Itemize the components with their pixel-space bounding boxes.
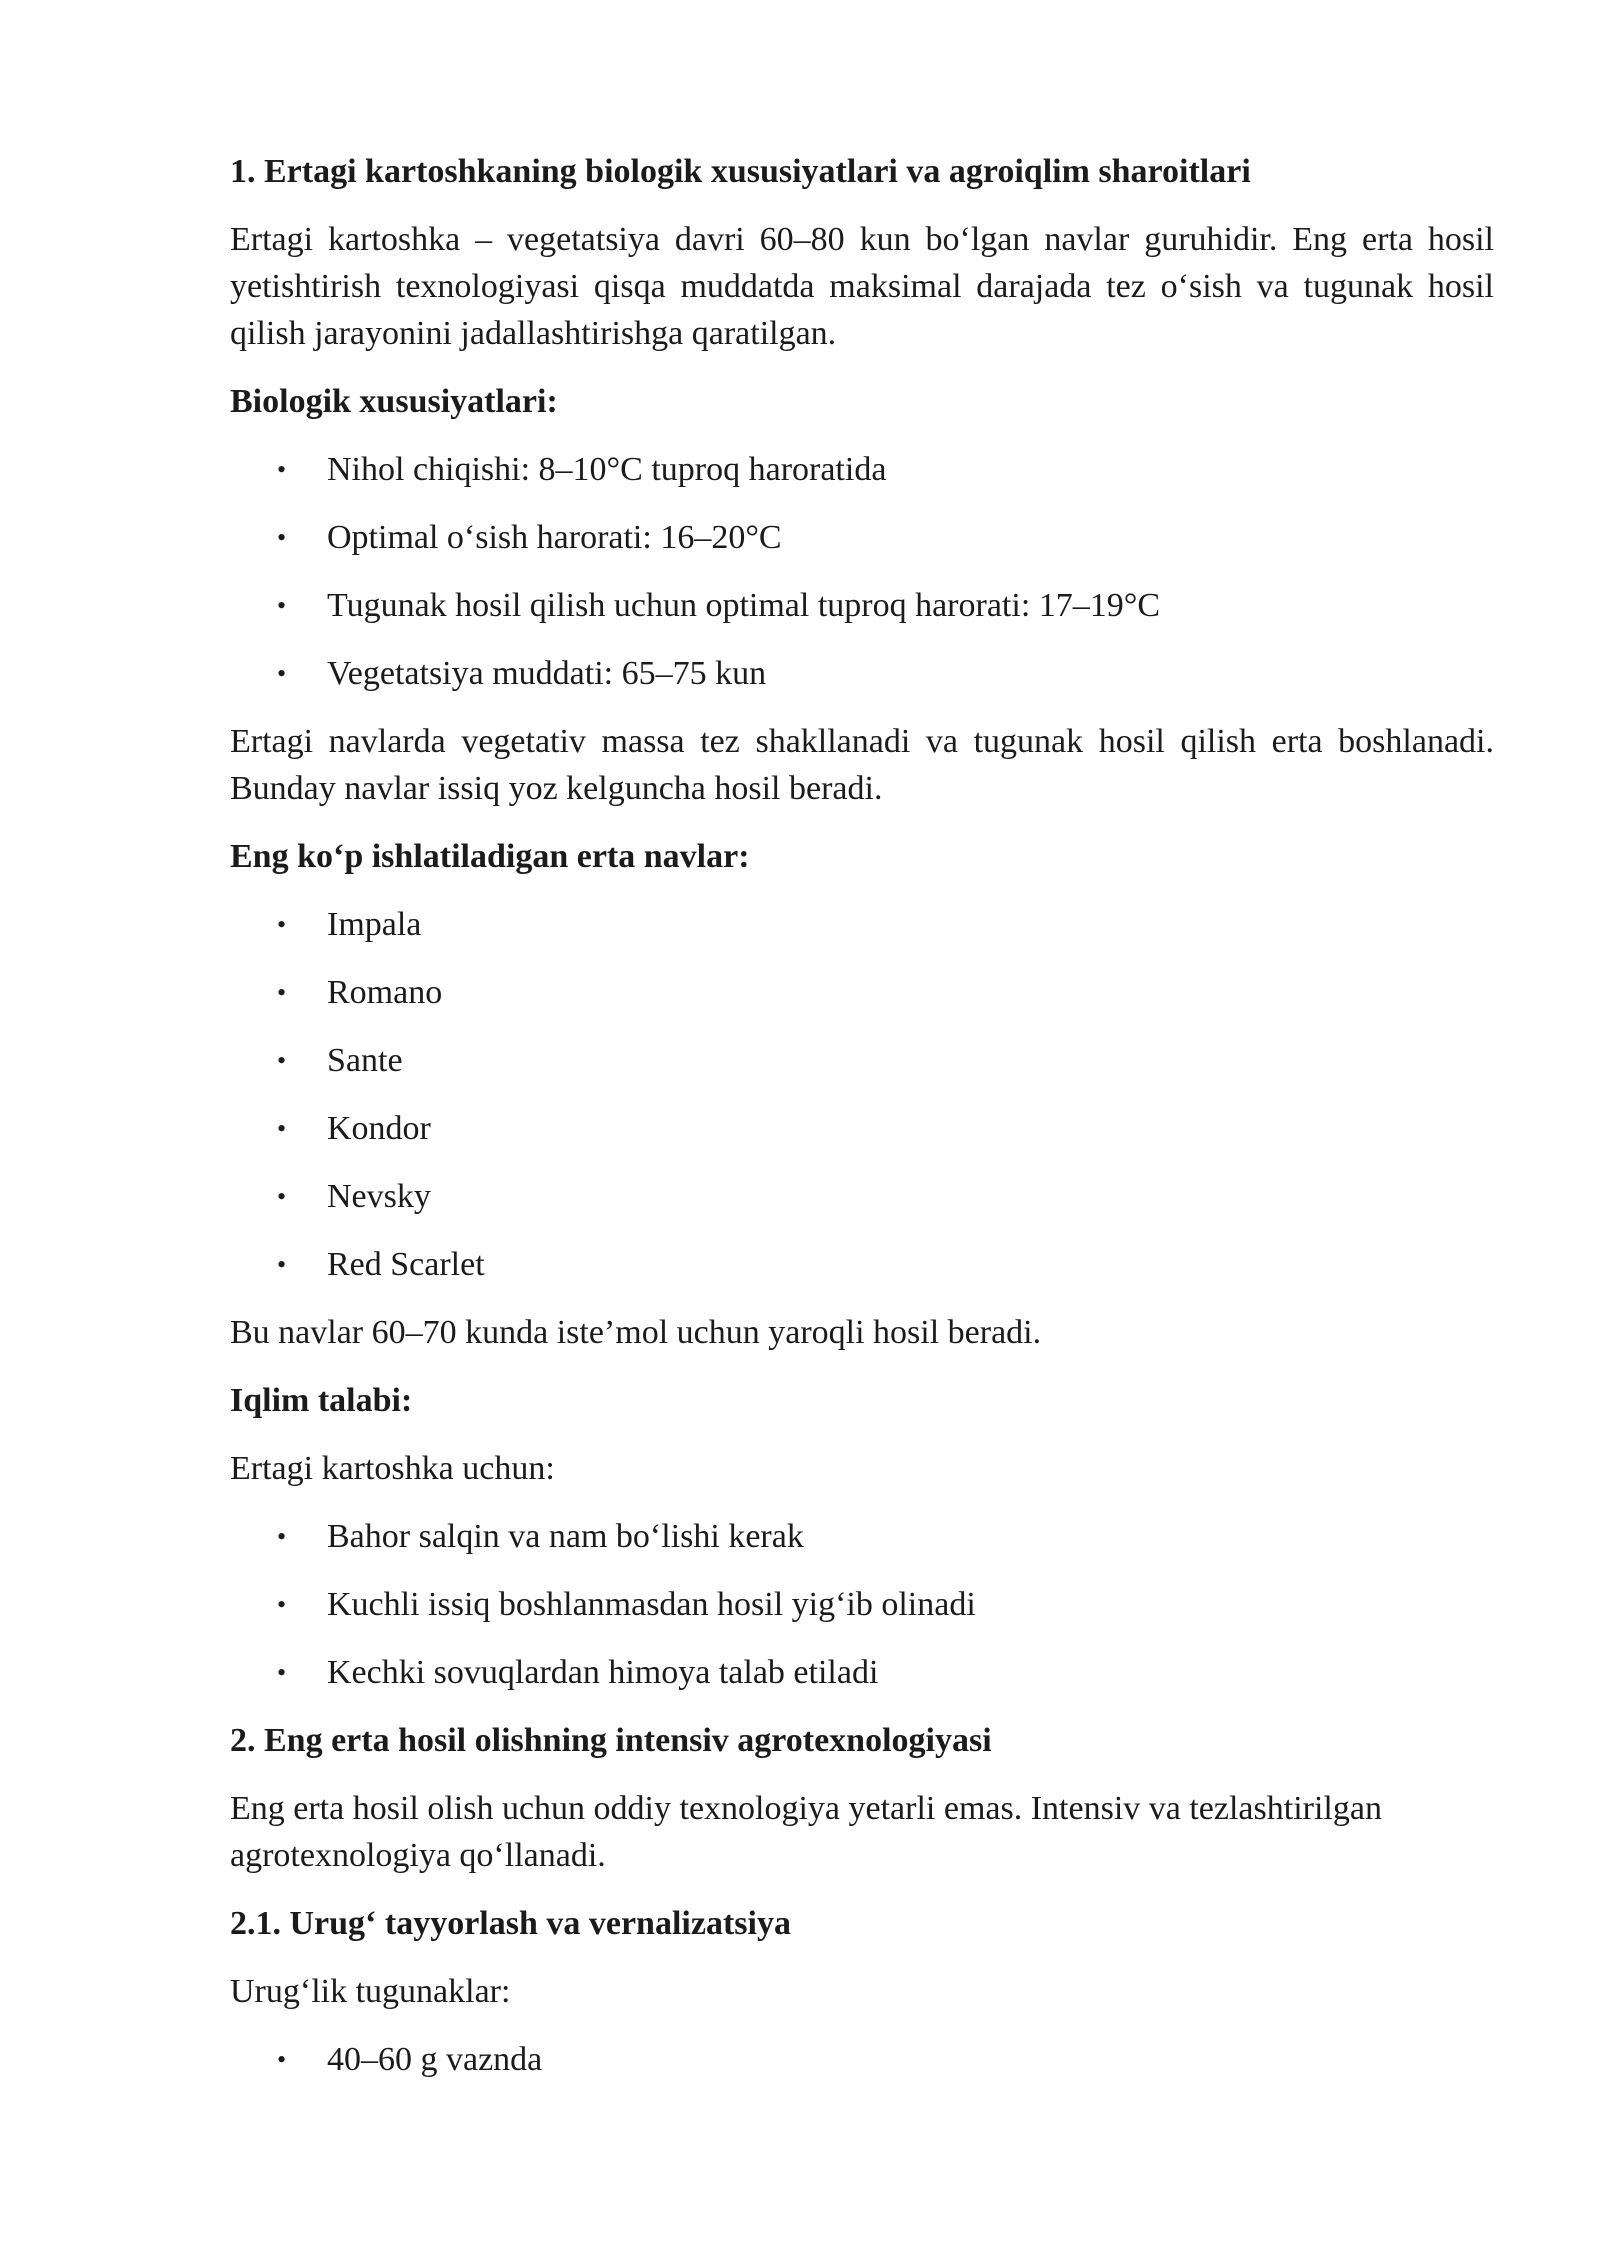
section1-intro: Ertagi kartoshka – vegetatsiya davri 60–80 kun bo‘lgan navlar guruhidir. Eng erta hosil yetishtirish texnologiyasi qisqa muddatda maksimal darajada tez o‘sish va tugunak hosil qilish jarayonini jadallashtirishga qaratilgan. (230, 221, 1494, 352)
section2-intro: Eng erta hosil olish uchun oddiy texnologiya yetarli emas. Intensiv va tezlashtirilgan agrotexnologiya qo‘llanadi. (230, 1790, 1382, 1874)
list-item: • Vegetatsiya muddati: 65–75 kun (230, 650, 1494, 697)
bullet-icon: • (277, 591, 287, 620)
bullet-icon: • (277, 1046, 287, 1075)
bullet-icon: • (277, 910, 287, 939)
bio-heading: Biologik xususiyatlari: (230, 383, 558, 420)
varieties-list (230, 901, 1494, 1288)
list-item: • Nevsky (230, 1173, 1494, 1220)
bullet-icon: • (277, 978, 287, 1007)
subsection-2-1-title: 2.1. Urug‘ tayyorlash va vernalizatsiya (230, 1905, 791, 1942)
climate-heading: Iqlim talabi: (230, 1382, 413, 1419)
bullet-icon: • (277, 659, 287, 688)
bullet-icon: • (277, 2045, 287, 2074)
list-item: • Kuchli issiq boshlanmasdan hosil yig‘ib olinadi (230, 1581, 1494, 1628)
list-item: • Red Scarlet (230, 1241, 1494, 1288)
list-item: • Sante (230, 1037, 1494, 1084)
bullet-icon: • (277, 455, 287, 484)
document-page (230, 148, 1494, 2104)
climate-list (230, 1513, 1494, 1696)
list-item: • Bahor salqin va nam bo‘lishi kerak (230, 1513, 1494, 1560)
subsection-2-1-intro: Urug‘lik tugunaklar: (230, 1973, 511, 2010)
section2-title: 2. Eng erta hosil olishning intensiv agrotexnologiyasi (230, 1722, 992, 1759)
section1-title: 1. Ertagi kartoshkaning biologik xususiyatlari va agroiqlim sharoitlari (230, 153, 1251, 190)
bullet-icon: • (277, 523, 287, 552)
bio-list (230, 446, 1494, 697)
bullet-icon: • (277, 1114, 287, 1143)
list-item: • Optimal o‘sish harorati: 16–20°C (230, 514, 1494, 561)
list-item: • Impala (230, 901, 1494, 948)
list-item: • 40–60 g vaznda (230, 2036, 1494, 2083)
bio-note: Ertagi navlarda vegetativ massa tez shakllanadi va tugunak hosil qilish erta boshlanadi. Bunday navlar issiq yoz kelguncha hosil beradi. (230, 723, 1494, 807)
bullet-icon: • (277, 1182, 287, 1211)
climate-intro: Ertagi kartoshka uchun: (230, 1450, 555, 1487)
bullet-icon: • (277, 1658, 287, 1687)
varieties-note: Bu navlar 60–70 kunda iste’mol uchun yaroqli hosil beradi. (230, 1314, 1042, 1351)
bullet-icon: • (277, 1522, 287, 1551)
list-item: • Romano (230, 969, 1494, 1016)
varieties-heading: Eng ko‘p ishlatiladigan erta navlar: (230, 838, 750, 875)
list-item: • Tugunak hosil qilish uchun optimal tuproq harorati: 17–19°C (230, 582, 1494, 629)
list-item: • Kechki sovuqlardan himoya talab etiladi (230, 1649, 1494, 1696)
bullet-icon: • (277, 1590, 287, 1619)
list-item: • Nihol chiqishi: 8–10°C tuproq haroratida (230, 446, 1494, 493)
seed-list (230, 2036, 1494, 2083)
bullet-icon: • (277, 1250, 287, 1279)
list-item: • Kondor (230, 1105, 1494, 1152)
